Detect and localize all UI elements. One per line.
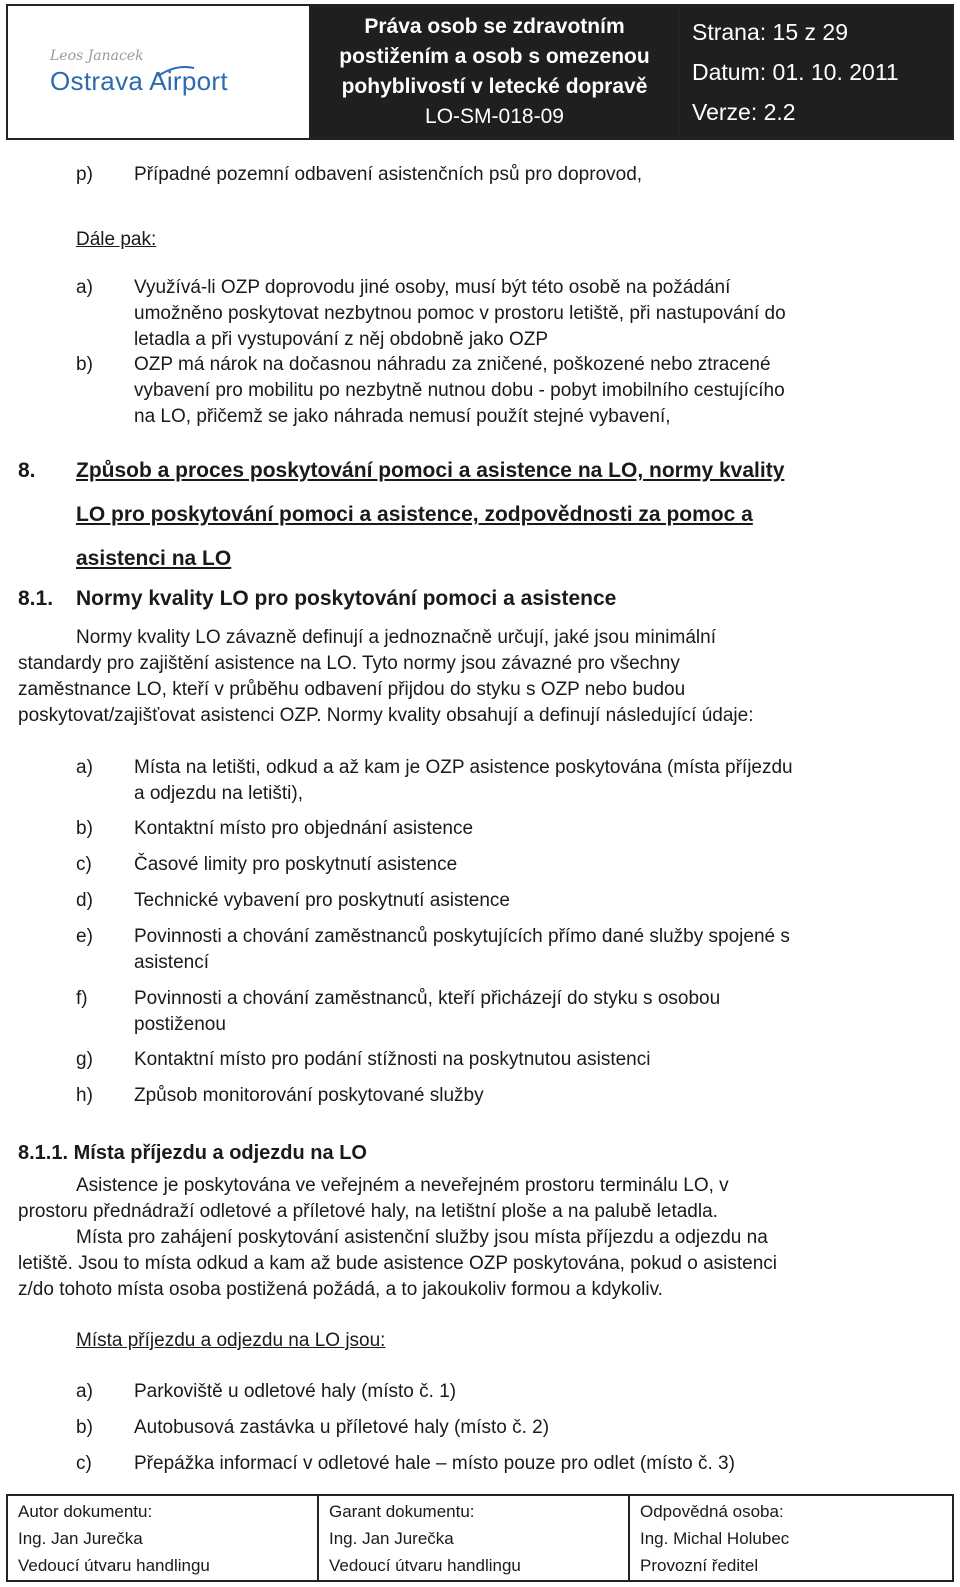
list-item-text: Technické vybavení pro poskytnutí asistence [134, 890, 510, 911]
plane-icon [156, 64, 196, 78]
list-label: a) [76, 277, 93, 298]
footer-name: Ing. Michal Holubec [640, 1529, 790, 1548]
page-number: Strana: 15 z 29 [692, 19, 848, 45]
footer-label: Autor dokumentu: [18, 1502, 153, 1521]
list-label: p) [76, 164, 93, 185]
document-date: Datum: 01. 10. 2011 [692, 59, 899, 85]
list-label: c) [76, 854, 92, 875]
section-8-heading: 8. Způsob a proces poskytování pomoci a asistence na LO, normy kvality LO pro poskytování pomoci a asistence, zodpovědnosti za pomoc a asistenci na LO [18, 459, 785, 570]
header-title-cell [311, 6, 680, 138]
list-item-text: Autobusová zastávka u příletové haly (místo č. 2) [134, 1417, 550, 1438]
section-8-1-paragraph: Normy kvality LO závazně definují a jednoznačně určují, jaké jsou minimální standardy pro zajištění asistence na LO. Tyto normy jsou závazné pro všechny zaměstnance LO, kteří v průběhu odbavení přijdou do styku s OZP nebo budou poskytovat/zajišťovat asistenci OZP. Normy kvality obsahují a definují následující údaje: [18, 627, 754, 726]
logo-name: Ostrava Airport [50, 66, 228, 96]
footer-name: Ing. Jan Jurečka [18, 1529, 143, 1548]
footer-guarantor [319, 1496, 630, 1580]
section-number: 8.1. [18, 587, 54, 610]
document-code: LO-SM-018-09 [425, 105, 564, 128]
list-item-text: Přepážka informací v odletové hale – místo pouze pro odlet (místo č. 3) [134, 1453, 735, 1474]
header-title-line: Práva osob se zdravotním [364, 15, 625, 38]
list-label: f) [76, 988, 88, 1009]
section-number: 8. [18, 459, 36, 482]
section-8-1-1-heading [18, 1140, 920, 1166]
footer-responsible [630, 1496, 952, 1580]
section-8-1-heading [18, 577, 617, 621]
logo-signature: Leos Janacek [50, 48, 144, 64]
header-logo-cell [8, 6, 311, 138]
list-item-text: Časové limity pro poskytnutí asistence [134, 854, 458, 875]
section-title: Místa příjezdu a odjezdu na LO [73, 1142, 367, 1164]
section-number: 8.1.1. [18, 1142, 69, 1164]
document-version: Verze: 2.2 [692, 99, 796, 125]
footer-name: Ing. Jan Jurečka [329, 1529, 454, 1548]
list-label: b) [76, 818, 93, 839]
list-item-text: Využívá-li OZP doprovodu jiné osoby, musí být této osobě na požádání umožněno poskytovat nezbytnou pomoc v prostoru letiště, při nastupování do letadla a při vystupování z něj obdobně jako OZP [134, 277, 786, 350]
list-label: c) [76, 1453, 92, 1474]
header-title-line: pohyblivostí v letecké dopravě [341, 75, 648, 98]
list-item-text: OZP má nárok na dočasnou náhradu za zničené, poškozené nebo ztracené vybavení pro mobilitu po nezbytně nutnou dobu - pobyt imobilního cestujícího na LO, přičemž se jako náhrada nemusí použít stejné vybavení, [134, 354, 785, 427]
list-item-text: Způsob monitorování poskytované služby [134, 1085, 484, 1106]
section-8-1-1-paragraph: Asistence je poskytována ve veřejném a neveřejném prostoru terminálu LO, v prostoru přednádraží odletové a příletové haly, na letištní ploše a na palubě letadla. Místa pro zahájení poskytování asistenční služby jsou místa příjezdu a odjezdu na letiště. Jsou to místa odkud a kam až bude asistence OZP poskytována, pokud o asistenci z/do tohoto místa osoba postižená požádá, a to jakoukoliv formou a kdykoliv. [18, 1175, 778, 1300]
document-footer [6, 1494, 954, 1582]
list-item-text: Povinnosti a chování zaměstnanců, kteří přicházejí do styku s osobou postiženou [134, 988, 721, 1035]
list-label: e) [76, 926, 93, 947]
list-label: d) [76, 890, 93, 911]
document-header [6, 4, 954, 140]
places-list-heading: Místa příjezdu a odjezdu na LO jsou: [76, 1330, 386, 1351]
footer-label: Odpovědná osoba: [640, 1502, 784, 1521]
list-label: h) [76, 1085, 93, 1106]
list-item-text: Kontaktní místo pro podání stížnosti na poskytnutou asistenci [134, 1049, 651, 1070]
list-item-text: Parkoviště u odletové haly (místo č. 1) [134, 1381, 457, 1402]
list-item-text: Povinnosti a chování zaměstnanců poskytujících přímo dané služby spojené s asistencí [134, 926, 790, 973]
list-item-text: Místa na letišti, odkud a až kam je OZP asistence poskytována (místa příjezdu a odjezdu na letišti), [134, 757, 793, 804]
list-label: g) [76, 1049, 93, 1070]
list-item-text: Případné pozemní odbavení asistenčních psů pro doprovod, [134, 164, 643, 185]
footer-role: Provozní ředitel [640, 1556, 759, 1575]
section-title: Normy kvality LO pro poskytování pomoci a asistence [76, 587, 617, 610]
list-item-text: Kontaktní místo pro objednání asistence [134, 818, 474, 839]
list-label: b) [76, 1417, 93, 1438]
footer-author [8, 1496, 319, 1580]
footer-label: Garant dokumentu: [329, 1502, 475, 1521]
header-meta-cell [680, 6, 952, 138]
list-label: b) [76, 354, 93, 375]
footer-role: Vedoucí útvaru handlingu [329, 1556, 521, 1575]
list-label: a) [76, 757, 93, 778]
header-title-line: postižením a osob s omezenou [339, 45, 650, 68]
footer-role: Vedoucí útvaru handlingu [18, 1556, 210, 1575]
list-label: a) [76, 1381, 93, 1402]
dale-pak-heading: Dále pak: [76, 229, 157, 250]
